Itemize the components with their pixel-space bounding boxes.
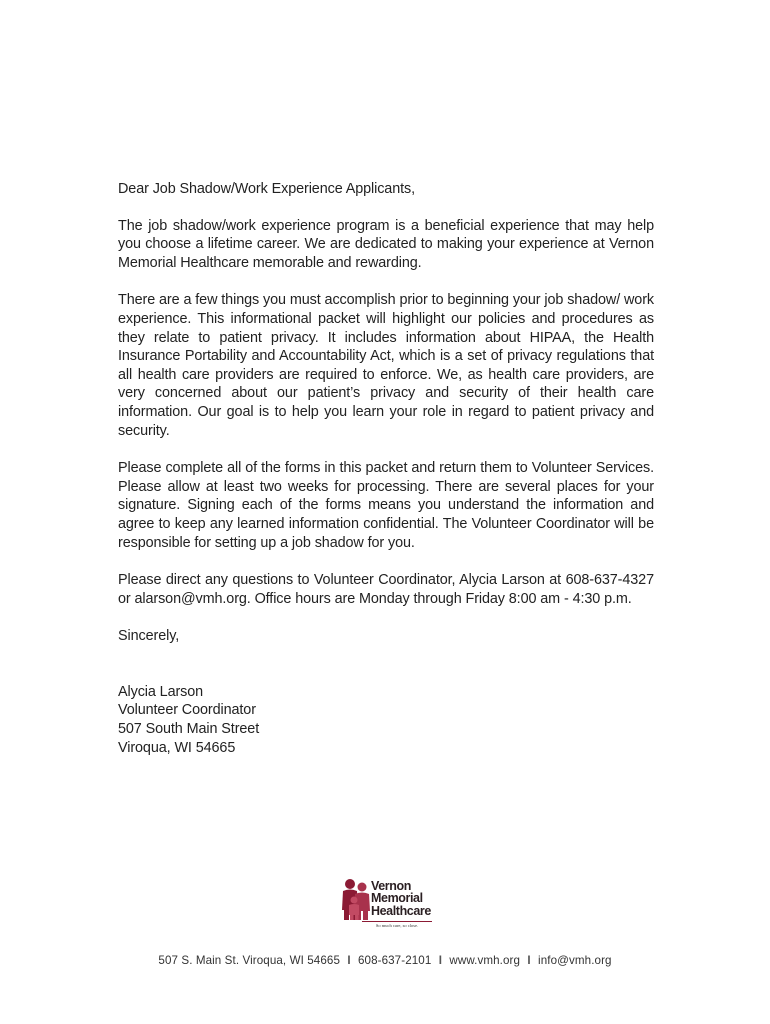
paragraph-intro: The job shadow/work experience program is a beneficial experience that may help you choose a lifetime career. We are dedicated to making your experience at Vernon Memorial Healthcare memorable and rewarding. (118, 217, 654, 271)
footer-contact-line (0, 954, 770, 967)
footer-website: www.vmh.org (449, 954, 521, 967)
footer-email: info@vmh.org (538, 954, 612, 967)
salutation: Dear Job Shadow/Work Experience Applicants, (118, 181, 415, 197)
vmh-logo (340, 878, 440, 934)
family-figures-icon (340, 878, 374, 922)
logo-line-vernon: Vernon (371, 879, 411, 893)
letter-body (118, 180, 654, 757)
logo-line-memorial: Memorial (371, 891, 423, 906)
logo-tagline: So much care, so close. (375, 923, 419, 928)
signature-block (118, 683, 654, 757)
footer-address: 507 S. Main St. Viroqua, WI 54665 (158, 954, 340, 967)
footer-phone: 608-637-2101 (357, 954, 432, 967)
logo-divider (362, 921, 432, 922)
closing: Sincerely, (118, 628, 180, 645)
footer-separator: I (438, 954, 443, 967)
paragraph-contact: Please direct any questions to Volunteer Coordinator, Alycia Larson at 608-637-4327 or alarson@vmh.org. Office hours are Monday through Friday 8:00 am - 4:30 p.m. (118, 572, 654, 607)
paragraph-forms: Please complete all of the forms in this packet and return them to Volunteer Services. Please allow at least two weeks for processing. There are several places for your signature. Signing each of the forms means you understand the information and agree to keep any learned information confidential. The Volunteer Coordinator will be responsible for setting up a job shadow for you. (118, 460, 654, 551)
signer-name: Alycia Larson (118, 683, 204, 700)
logo-wordmark (371, 880, 431, 917)
logo-line-healthcare: Healthcare (371, 903, 431, 918)
footer-separator: I (347, 954, 351, 967)
signer-street: 507 South Main Street (118, 721, 260, 738)
footer-separator: I (527, 954, 531, 967)
signer-city: Viroqua, WI 54665 (118, 739, 236, 756)
paragraph-privacy: There are a few things you must accomplish prior to beginning your job shadow/ work experience. This informational packet will highlight our policies and procedures as they relate to patient privacy. It includes information about HIPAA, the Health Insurance Portability and Accountability Act, which is a set of privacy regulations that all health care providers are required to enforce. We, as health care providers, are very concerned about our patient’s privacy and security of their health care information. Our goal is to help you learn your role in regard to patient privacy and security. (118, 292, 654, 439)
signer-title: Volunteer Coordinator (118, 702, 256, 719)
